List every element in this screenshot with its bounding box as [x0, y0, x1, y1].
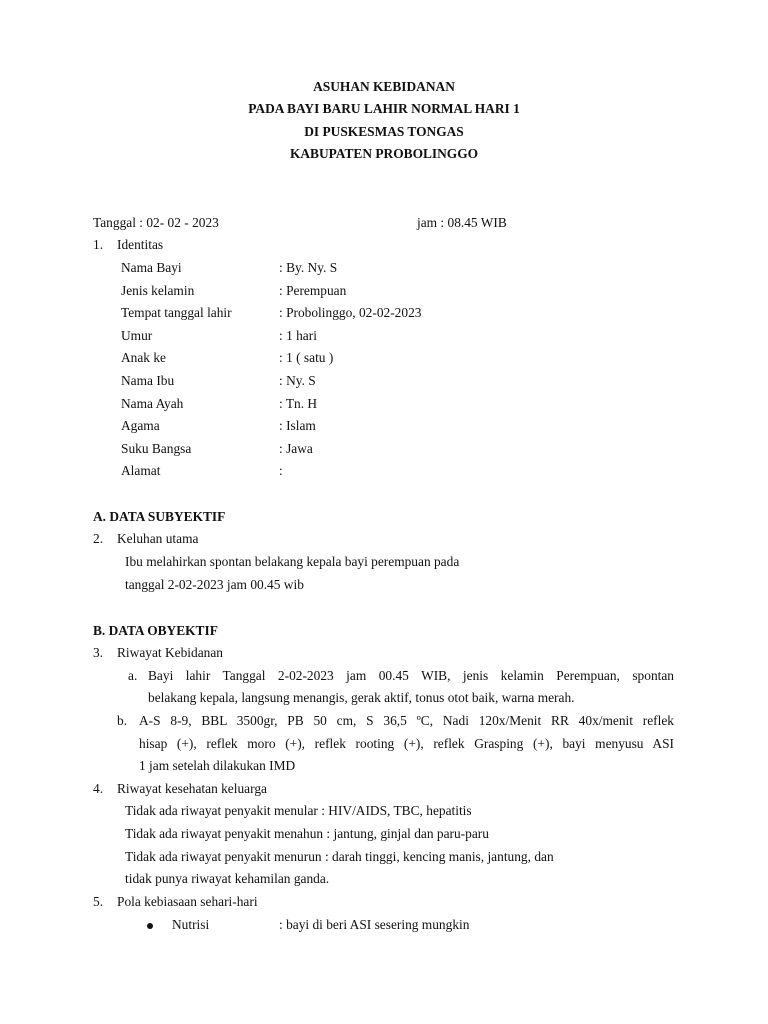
- paragraph-line: Tidak ada riwayat penyakit menular : HIV/AIDS, TBC, hepatitis: [125, 803, 472, 818]
- identity-value: : Perempuan: [279, 283, 347, 298]
- identity-label: Alamat: [121, 463, 161, 478]
- paragraph-line: belakang kepala, langsung menangis, gerak aktif, tonus otot baik, warna merah.: [148, 690, 575, 705]
- list-number: 1.: [93, 237, 104, 252]
- list-number: 4.: [93, 781, 104, 796]
- paragraph-line: hisap (+), reflek moro (+), reflek rooting (+), reflek Grasping (+), bayi menyusu ASI: [139, 736, 674, 751]
- paragraph-line: Ibu melahirkan spontan belakang kepala bayi perempuan pada: [125, 554, 460, 569]
- identity-label: Suku Bangsa: [121, 441, 192, 456]
- paragraph-line: Tidak ada riwayat penyakit menahun : jantung, ginjal dan paru-paru: [125, 826, 489, 841]
- sublist-marker: a.: [128, 668, 138, 683]
- identity-value: : Islam: [279, 418, 316, 433]
- title-line-3: DI PUSKESMAS TONGAS: [304, 124, 464, 139]
- identity-label: Nama Bayi: [121, 260, 182, 275]
- identity-label: Anak ke: [121, 350, 166, 365]
- identity-label: Jenis kelamin: [121, 283, 195, 298]
- title-line-4: KABUPATEN PROBOLINGGO: [289, 146, 479, 161]
- identity-label: Nama Ayah: [121, 396, 184, 411]
- identity-label: Agama: [121, 418, 160, 433]
- time-text: jam : 08.45 WIB: [417, 215, 507, 230]
- identity-value: : Ny. S: [279, 373, 316, 388]
- item-title-riwayat-kebidanan: Riwayat Kebidanan: [117, 645, 223, 660]
- sublist-marker: b.: [117, 713, 128, 728]
- item-title-riwayat-keluarga: Riwayat kesehatan keluarga: [117, 781, 267, 796]
- list-number: 2.: [93, 531, 104, 546]
- identity-value: : Probolinggo, 02-02-2023: [279, 305, 422, 320]
- paragraph-line: Bayi lahir Tanggal 2-02-2023 jam 00.45 WIB, jenis kelamin Perempuan, spontan: [148, 668, 674, 683]
- nutrisi-value: : bayi di beri ASI sesering mungkin: [279, 917, 470, 932]
- paragraph-line: tanggal 2-02-2023 jam 00.45 wib: [125, 577, 304, 592]
- section-heading-obyektif: B. DATA OBYEKTIF: [93, 623, 218, 638]
- identity-value: : By. Ny. S: [279, 260, 338, 275]
- section-title-identitas: Identitas: [117, 237, 164, 252]
- title-line-2: PADA BAYI BARU LAHIR NORMAL HARI 1: [248, 101, 520, 116]
- identity-label: Tempat tanggal lahir: [121, 305, 232, 320]
- identity-value: : Jawa: [279, 441, 313, 456]
- nutrisi-label: Nutrisi: [172, 917, 210, 932]
- list-number: 5.: [93, 894, 104, 909]
- paragraph-line: A-S 8-9, BBL 3500gr, PB 50 cm, S 36,5 ºC, Nadi 120x/Menit RR 40x/menit reflek: [139, 713, 674, 728]
- identity-value: : 1 ( satu ): [279, 350, 334, 365]
- item-title-keluhan: Keluhan utama: [117, 531, 199, 546]
- date-text: Tanggal : 02- 02 - 2023: [93, 215, 219, 230]
- list-number: 3.: [93, 645, 104, 660]
- item-title-pola-kebiasaan: Pola kebiasaan sehari-hari: [117, 894, 258, 909]
- title-line-1: ASUHAN KEBIDANAN: [313, 79, 455, 94]
- paragraph-line: Tidak ada riwayat penyakit menurun : darah tinggi, kencing manis, jantung, dan: [125, 849, 554, 864]
- identity-value: : 1 hari: [279, 328, 317, 343]
- identity-label: Umur: [121, 328, 153, 343]
- identity-label: Nama Ibu: [121, 373, 175, 388]
- bullet-icon: [147, 923, 153, 929]
- identity-value: :: [279, 463, 283, 478]
- section-heading-subyektif: A. DATA SUBYEKTIF: [93, 509, 226, 524]
- paragraph-line: 1 jam setelah dilakukan IMD: [139, 758, 296, 773]
- paragraph-line: tidak punya riwayat kehamilan ganda.: [125, 871, 330, 886]
- identity-value: : Tn. H: [279, 396, 318, 411]
